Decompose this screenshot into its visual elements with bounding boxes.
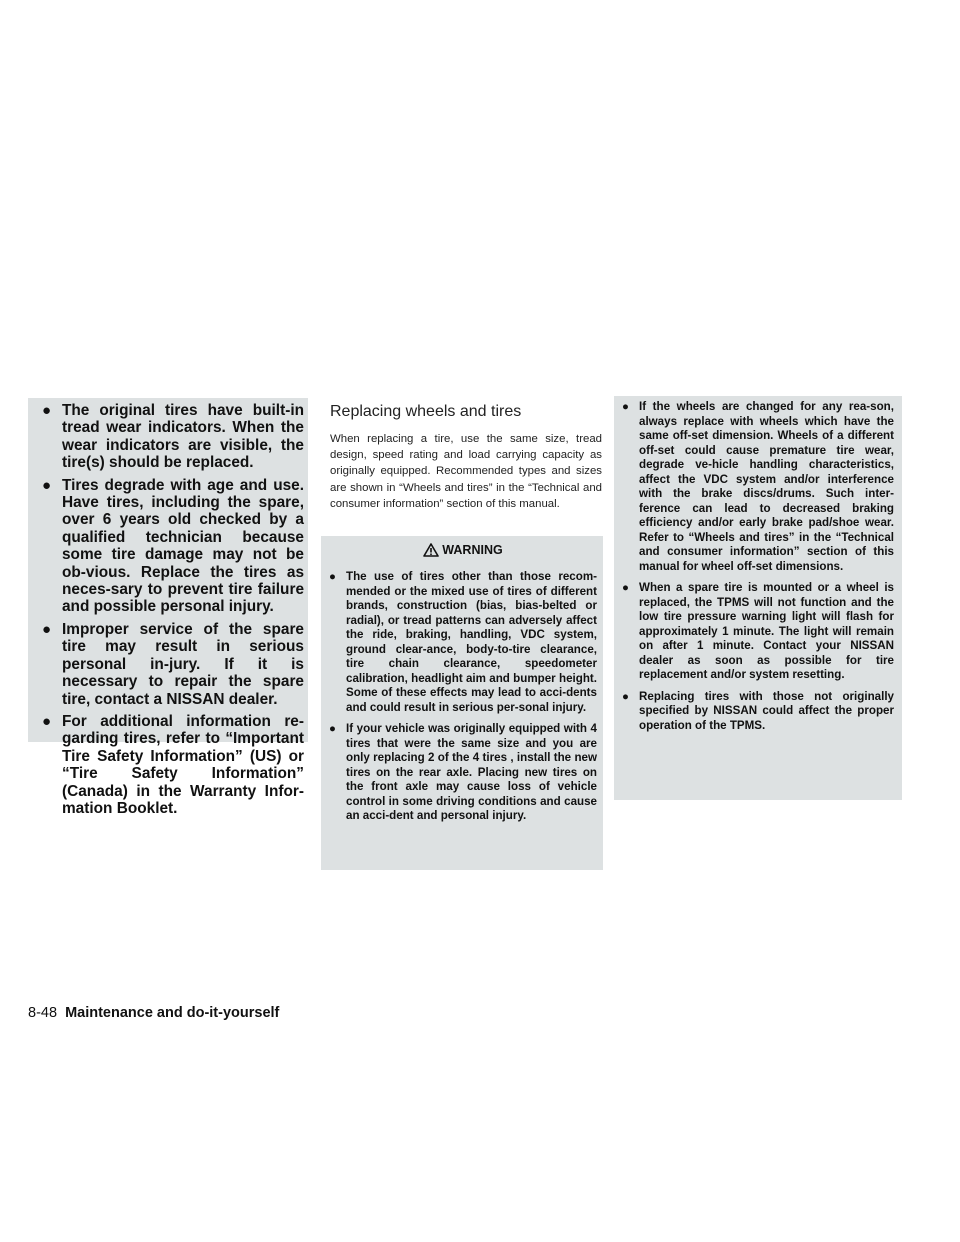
list-item-text: Replacing tires with those not originally specified by NISSAN could affect the proper operation of the TPMS. — [639, 689, 894, 732]
list-item — [42, 621, 304, 708]
warning-list — [329, 570, 597, 824]
warning-triangle-icon — [423, 543, 439, 557]
bullet-icon: ● — [42, 712, 52, 730]
list-item-text: If the wheels are changed for any rea-son, always replace with wheels which have the same off-set dimension. Wheels of a different off-set could cause premature tire wear, degrade ve-hicle handling characteristics, affect the VDC system and/or interference with the brake discs/drums. Such inter-ference can lead to decreased braking efficiency and/or early brake pad/shoe wear. Refer to “Wheels and tires” in the “Technical and consumer information” section of this manual for wheel off-set dimensions. — [639, 400, 894, 573]
list-item — [42, 402, 304, 472]
bullet-icon: ● — [622, 582, 629, 594]
bullet-icon: ● — [329, 571, 336, 583]
bullet-icon: ● — [42, 620, 52, 638]
section-heading: Replacing wheels and tires — [330, 403, 522, 420]
tire-caution-list — [42, 402, 304, 817]
list-item — [622, 690, 894, 734]
list-item-text: The use of tires other than those recom-mended or the mixed use of tires of different brands, construction (bias, bias-belted or radial), or tread patterns can adversely affect the ride, braking, handling, VDC system, ground clear-ance, body-to-tire clearance, tire chain clearance, speedometer calibration, headlight aim and bumper height. Some of these effects may lead to acci-dents and could result in serious per-sonal injury. — [346, 570, 597, 714]
page-footer — [28, 1005, 279, 1021]
list-item — [622, 400, 894, 574]
section-paragraph: When replacing a tire, use the same size, tread design, speed rating and load carrying capacity as originally equipped. Recommended types and sizes are shown in “Wheels and tires” in the “Technical and consumer information” section of this manual. — [330, 433, 602, 510]
page-number: 8-48 — [28, 1005, 58, 1021]
list-item-text: Improper service of the spare tire may result in serious personal in-jury. If it is necessary to repair the spare tire, contact a NISSAN dealer. — [62, 620, 304, 708]
list-item — [42, 477, 304, 616]
list-item-text: If your vehicle was originally equipped with 4 tires that were the same size and you are only replacing 2 of the 4 tires , install the new tires on the rear axle. Placing new tires on the front axle may cause loss of vehicle control in some driving conditions and cause an acci-dent and personal injury. — [346, 722, 597, 822]
bullet-icon: ● — [42, 476, 52, 494]
warning-header — [329, 539, 597, 561]
warning-label: WARNING — [442, 543, 503, 557]
list-item — [329, 722, 597, 824]
wheel-caution-list — [622, 400, 894, 733]
warning-box — [321, 536, 603, 870]
wheel-caution-box — [614, 396, 902, 800]
list-item-text: The original tires have built-in tread wear indicators. When the wear indicators are visible, the tire(s) should be replaced. — [62, 402, 304, 472]
tire-caution-box — [28, 398, 308, 817]
chapter-title: Maintenance and do-it-yourself — [65, 1005, 280, 1021]
bullet-icon: ● — [622, 690, 629, 703]
list-item-text: When a spare tire is mounted or a wheel is replaced, the TPMS will not function and the low tire pressure warning light will flash for approximately 1 minute. The light will remain on after 1 minute. Contact your NISSAN dealer as soon as possible for tire replacement and/or system resetting. — [639, 581, 894, 681]
list-item — [42, 713, 304, 817]
list-item — [329, 570, 597, 715]
bullet-icon: ● — [42, 402, 52, 419]
list-item-text: For additional information re-garding tires, refer to “Important Tire Safety Information” (US) or “Tire Safety Information” (Canada) in the Warranty Infor-mation Booklet. — [62, 712, 304, 817]
bullet-icon: ● — [329, 723, 336, 735]
bullet-icon: ● — [622, 401, 629, 413]
list-item-text: Tires degrade with age and use. Have tires, including the spare, over 6 years old checked by a qualified technician because some tire damage may not be ob-vious. Replace the tires as neces-sary to prevent tire failure and possible personal injury. — [62, 476, 304, 616]
list-item — [622, 581, 894, 683]
